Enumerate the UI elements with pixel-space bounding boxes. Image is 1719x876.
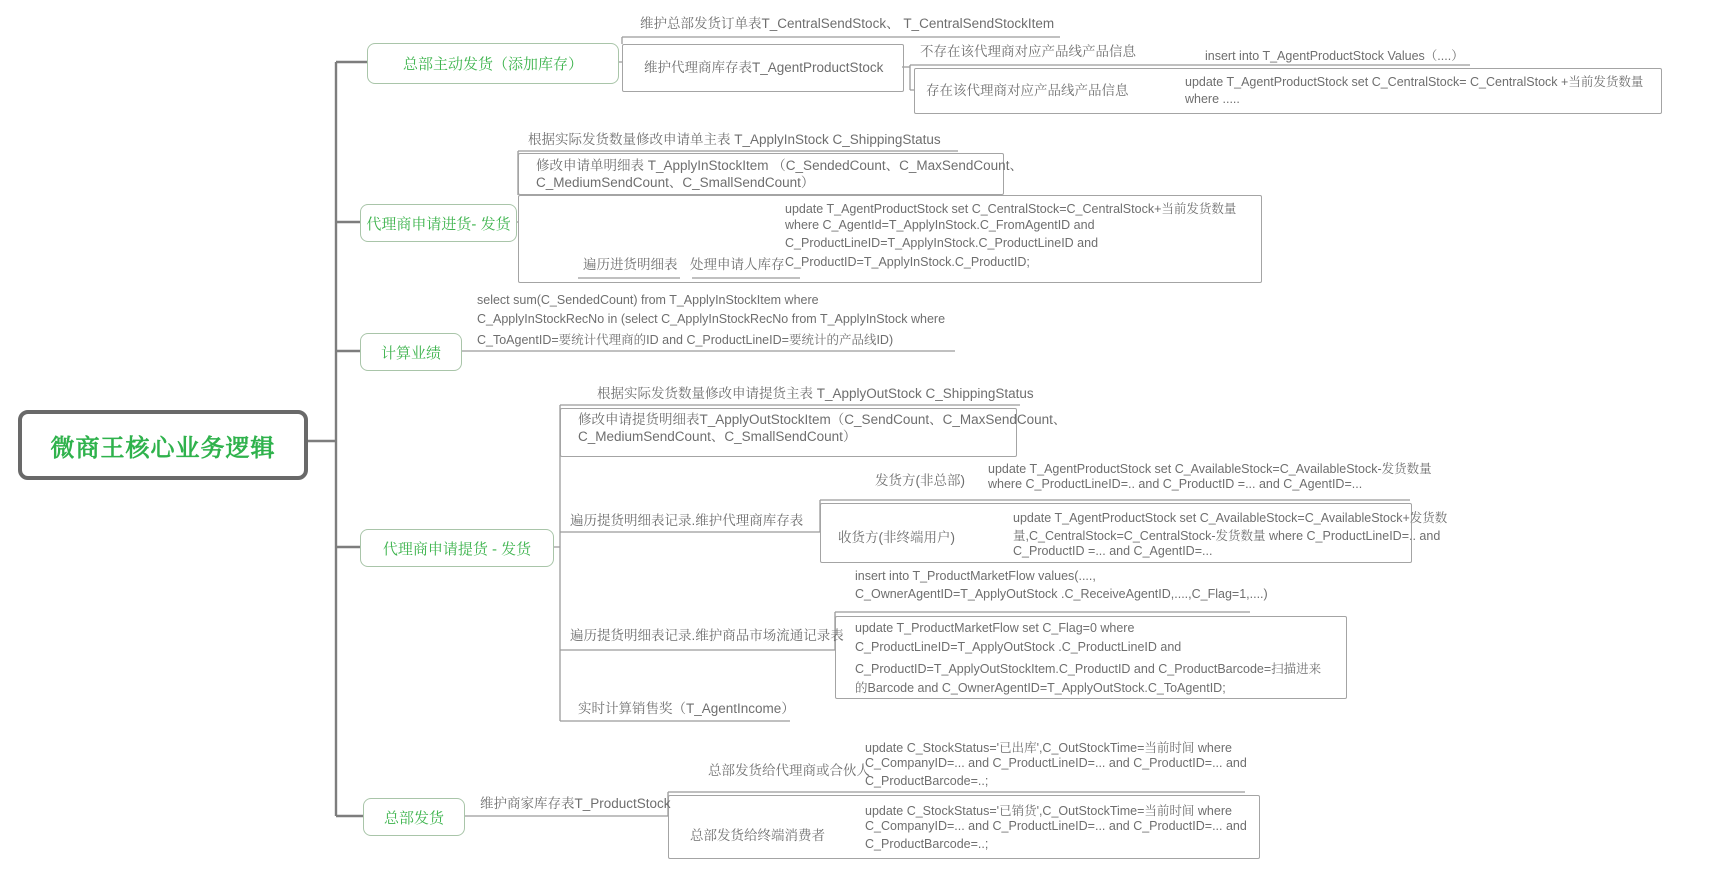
branch-label: 总部发货 — [383, 809, 444, 827]
topic-update-apply-out-master[interactable]: 根据实际发货数量修改申请提货主表 T_ApplyOutStock C_ShippingStatus — [597, 386, 1034, 401]
sql-line: update T_AgentProductStock set C_AvailableStock=C_AvailableStock+发货数 — [1013, 511, 1448, 525]
sql-line: update T_ProductMarketFlow set C_Flag=0 where — [855, 621, 1135, 635]
sql-line: C_OwnerAgentID=T_ApplyOutStock .C_ReceiveAgentID,....,C_Flag=1,....) — [855, 586, 1268, 601]
sql-line: 量,C_CentralStock=C_CentralStock-发货数量 where C_ProductLineID=.. and — [1013, 529, 1441, 543]
topic-sql-select-performance[interactable] — [477, 293, 945, 349]
branch-hq-proactive-shipping[interactable] — [367, 43, 619, 84]
topic-sql-update-market-flow[interactable] — [855, 621, 1321, 697]
sql-line: update C_StockStatus='已销货',C_OutStockTime=当前时间 where — [865, 804, 1232, 818]
sql-line: C_CompanyID=... and C_ProductLineID=... and C_ProductID=... and — [865, 756, 1247, 770]
root-topic-label: 微商王核心业务逻辑 — [50, 434, 276, 462]
topic-sql-update-available-stock-minus[interactable] — [988, 459, 1432, 494]
sql-line: where C_ProductLineID=.. and C_ProductID =... and C_AgentID=... — [988, 476, 1363, 491]
topic-line: C_MediumSendCount、C_SmallSendCount） — [536, 175, 815, 190]
branch-label: 代理商申请提货 - 发货 — [382, 540, 532, 558]
sql-line: 的Barcode and C_OwnerAgentID=T_ApplyOutStock.C_ToAgentID; — [855, 681, 1226, 695]
topic-sql-update-central-stock-in[interactable] — [785, 199, 1236, 273]
topic-line: 修改申请单明细表 T_ApplyInStockItem （C_SendedCount、C_MaxSendCount、 — [536, 158, 1023, 173]
topic-iterate-out-maintain-agent-stock[interactable]: 遍历提货明细表记录.维护代理商库存表 — [570, 513, 804, 528]
sql-line: C_ProductID=T_ApplyInStock.C_ProductID; — [785, 254, 1030, 269]
sql-line: C_ProductLineID=T_ApplyInStock.C_ProductLineID and — [785, 236, 1099, 250]
branch-label: 计算业绩 — [380, 344, 441, 362]
topic-line: 修改申请提货明细表T_ApplyOutStockItem（C_SendCount、C_MaxSendCount、 — [578, 412, 1067, 427]
topic-line: C_MediumSendCount、C_SmallSendCount） — [578, 429, 857, 444]
topic-maintain-agent-stock-table[interactable]: 维护代理商库存表T_AgentProductStock — [644, 60, 884, 75]
sql-line: C_ProductBarcode=..; — [865, 837, 989, 851]
sql-line: update T_AgentProductStock set C_AvailableStock=C_AvailableStock-发货数量 — [988, 462, 1432, 476]
branch-agent-apply-out-stock[interactable] — [360, 529, 554, 567]
topic-update-apply-in-item[interactable] — [536, 158, 1023, 192]
topic-realtime-sales-reward[interactable]: 实时计算销售奖（T_AgentIncome） — [578, 701, 795, 716]
sql-line: select sum(C_SendedCount) from T_ApplyInStockItem where — [477, 293, 819, 307]
sql-line: update C_StockStatus='已出库',C_OutStockTime=当前时间 where — [865, 741, 1232, 755]
sql-line: where ..... — [1185, 92, 1240, 106]
sql-line: update T_AgentProductStock set C_CentralStock=C_CentralStock+当前发货数量 — [785, 202, 1237, 216]
sql-line: C_CompanyID=... and C_ProductLineID=... and C_ProductID=... and — [865, 819, 1247, 833]
topic-ship-to-consumer[interactable]: 总部发货给终端消费者 — [690, 828, 825, 843]
sql-line: C_ProductLineID=T_ApplyOutStock .C_ProductLineID and — [855, 640, 1182, 654]
topic-receiver-non-terminal[interactable]: 收货方(非终端用户) — [838, 530, 955, 545]
topic-sql-insert-agent-stock[interactable]: insert into T_AgentProductStock Values（....） — [1205, 49, 1464, 63]
topic-update-apply-out-item[interactable] — [578, 412, 1066, 446]
branch-calc-performance[interactable] — [360, 333, 462, 371]
branch-agent-apply-in-stock[interactable] — [360, 204, 517, 242]
sql-line: C_ToAgentID=要统计代理商的ID and C_ProductLineID=要统计的产品线ID) — [477, 333, 894, 347]
topic-sql-update-central-stock-add[interactable] — [1185, 72, 1643, 112]
topic-sql-update-available-stock-plus[interactable] — [1013, 508, 1447, 562]
topic-maintain-merchant-stock[interactable]: 维护商家库存表T_ProductStock — [480, 796, 671, 811]
topic-ship-to-agent-or-partner[interactable]: 总部发货给代理商或合伙人 — [708, 763, 870, 778]
sql-line: insert into T_ProductMarketFlow values(...., — [855, 569, 1096, 583]
sql-line: C_ProductID =... and C_AgentID=... — [1013, 544, 1213, 558]
topic-iterate-out-maintain-market-flow[interactable]: 遍历提货明细表记录.维护商品市场流通记录表 — [570, 628, 844, 643]
topic-sql-update-stock-status-sold[interactable] — [865, 801, 1247, 855]
topic-sender-non-hq[interactable]: 发货方(非总部) — [875, 473, 965, 488]
sql-line: update T_AgentProductStock set C_CentralStock= C_CentralStock +当前发货数量 — [1185, 75, 1644, 89]
sql-line: C_ApplyInStockRecNo in (select C_ApplyInStockRecNo from T_ApplyInStock where — [477, 311, 946, 326]
sql-line: where C_AgentId=T_ApplyInStock.C_FromAgentID and — [785, 217, 1095, 232]
branch-label: 总部主动发货（添加库存） — [402, 56, 583, 73]
topic-iterate-in-stock-detail[interactable]: 遍历进货明细表 — [583, 257, 678, 272]
topic-handle-applicant-stock[interactable]: 处理申请人库存 — [690, 257, 785, 272]
topic-sql-update-stock-status-out[interactable] — [865, 738, 1247, 792]
branch-hq-shipping[interactable] — [363, 798, 465, 836]
topic-maintain-central-send-order[interactable]: 维护总部发货订单表T_CentralSendStock、 T_CentralSendStockItem — [640, 16, 1055, 31]
topic-update-apply-in-master[interactable]: 根据实际发货数量修改申请单主表 T_ApplyInStock C_ShippingStatus — [528, 132, 941, 147]
sql-line: C_ProductID=T_ApplyOutStockItem.C_ProductID and C_ProductBarcode=扫描进来 — [855, 662, 1322, 676]
topic-product-line-not-exists[interactable]: 不存在该代理商对应产品线产品信息 — [920, 44, 1136, 59]
sql-line: C_ProductBarcode=..; — [865, 774, 989, 788]
root-topic[interactable] — [18, 410, 308, 480]
branch-label: 代理商申请进货- 发货 — [366, 215, 511, 233]
topic-sql-insert-market-flow[interactable] — [855, 569, 1268, 604]
topic-product-line-exists[interactable]: 存在该代理商对应产品线产品信息 — [926, 83, 1129, 98]
